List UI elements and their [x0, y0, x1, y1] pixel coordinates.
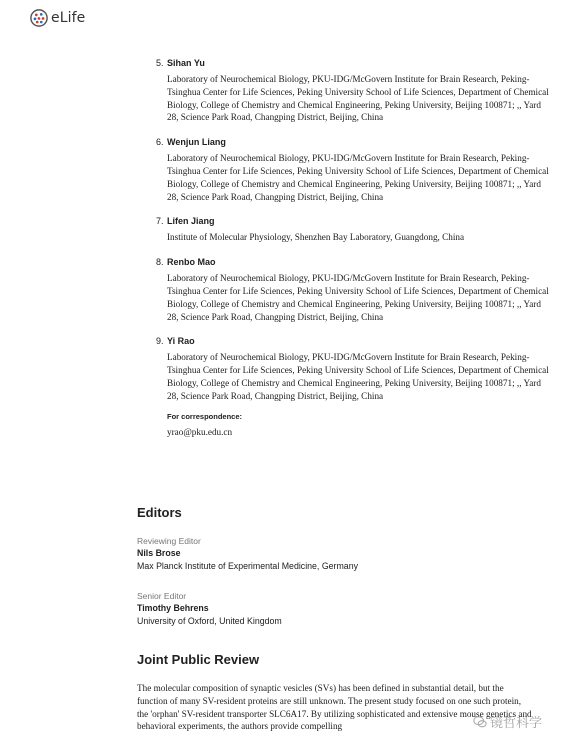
author-item	[155, 255, 550, 323]
senior-editor	[137, 590, 282, 628]
author-number: 7.	[156, 216, 164, 227]
author-name: Sihan Yu	[167, 58, 205, 68]
author-number: 8.	[156, 257, 164, 268]
senior-editor-role: Senior Editor	[137, 591, 187, 601]
author-list	[155, 56, 550, 448]
editors-heading: Editors	[137, 505, 182, 520]
review-heading: Joint Public Review	[137, 652, 260, 667]
elife-logo-icon	[30, 9, 48, 27]
author-affiliation: Laboratory of Neurochemical Biology, PKU-IDG/McGovern Institute for Brain Research, Peking-Tsinghua Center for Life Sciences, Peking University School of Life Sciences, Department of Chemical Biology, College of Chemistry and Chemical Engineering, Peking University, Beijing 100871; ,, Yard 28, Science Park Road, Changping District, Beijing, China	[167, 153, 549, 202]
wechat-icon	[473, 715, 487, 729]
author-affiliation: Institute of Molecular Physiology, Shenzhen Bay Laboratory, Guangdong, China	[167, 232, 465, 243]
reviewing-editor-institution: Max Planck Institute of Experimental Medicine, Germany	[137, 561, 358, 571]
author-name: Yi Rao	[167, 336, 195, 347]
author-number: 6.	[156, 137, 164, 148]
elife-logo[interactable]	[30, 9, 85, 27]
author-affiliation: Laboratory of Neurochemical Biology, PKU-IDG/McGovern Institute for Brain Research, Peking-Tsinghua Center for Life Sciences, Peking University School of Life Sciences, Department of Chemical Biology, College of Chemistry and Chemical Engineering, Peking University, Beijing 100871; ,, Yard 28, Science Park Road, Changping District, Beijing, China	[167, 352, 549, 401]
reviewing-editor-name: Nils Brose	[137, 548, 181, 558]
author-item	[155, 135, 550, 203]
logo-text: eLife	[51, 10, 86, 26]
author-name: Lifen Jiang	[167, 216, 215, 227]
author-item	[155, 334, 550, 436]
correspondence-label: For correspondence:	[167, 411, 243, 421]
reviewing-editor	[137, 535, 358, 573]
review-paragraph: The molecular composition of synaptic vesicles (SVs) has been defined in substantial detail, but the function of many SV-resident proteins are still unknown. The present study focused on one such protein, the 'orphan' SV-resident transporter SLC6A17. By utilizing sophisticated and extensive mouse genetics and behavioral experiments, the authors provide compelling	[137, 683, 532, 732]
author-affiliation: Laboratory of Neurochemical Biology, PKU-IDG/McGovern Institute for Brain Research, Peking-Tsinghua Center for Life Sciences, Peking University School of Life Sciences, Department of Chemical Biology, College of Chemistry and Chemical Engineering, Peking University, Beijing 100871; ,, Yard 28, Science Park Road, Changping District, Beijing, China	[167, 273, 549, 322]
author-affiliation: Laboratory of Neurochemical Biology, PKU-IDG/McGovern Institute for Brain Research, Peking-Tsinghua Center for Life Sciences, Peking University School of Life Sciences, Department of Chemical Biology, College of Chemistry and Chemical Engineering, Peking University, Beijing 100871; ,, Yard 28, Science Park Road, Changping District, Beijing, China	[167, 74, 549, 123]
watermark-text: 镜哲科学	[490, 716, 543, 731]
reviewing-editor-role: Reviewing Editor	[137, 536, 201, 546]
senior-editor-institution: University of Oxford, United Kingdom	[137, 616, 282, 626]
senior-editor-name: Timothy Behrens	[137, 603, 209, 613]
author-number: 9.	[156, 336, 164, 347]
author-item	[155, 214, 550, 244]
author-number: 5.	[156, 58, 164, 68]
author-item	[155, 56, 550, 124]
author-name: Wenjun Liang	[167, 137, 226, 148]
correspondence-email-link[interactable]: yrao@pku.edu.cn	[167, 426, 233, 437]
watermark	[473, 712, 542, 731]
author-name: Renbo Mao	[167, 257, 216, 268]
